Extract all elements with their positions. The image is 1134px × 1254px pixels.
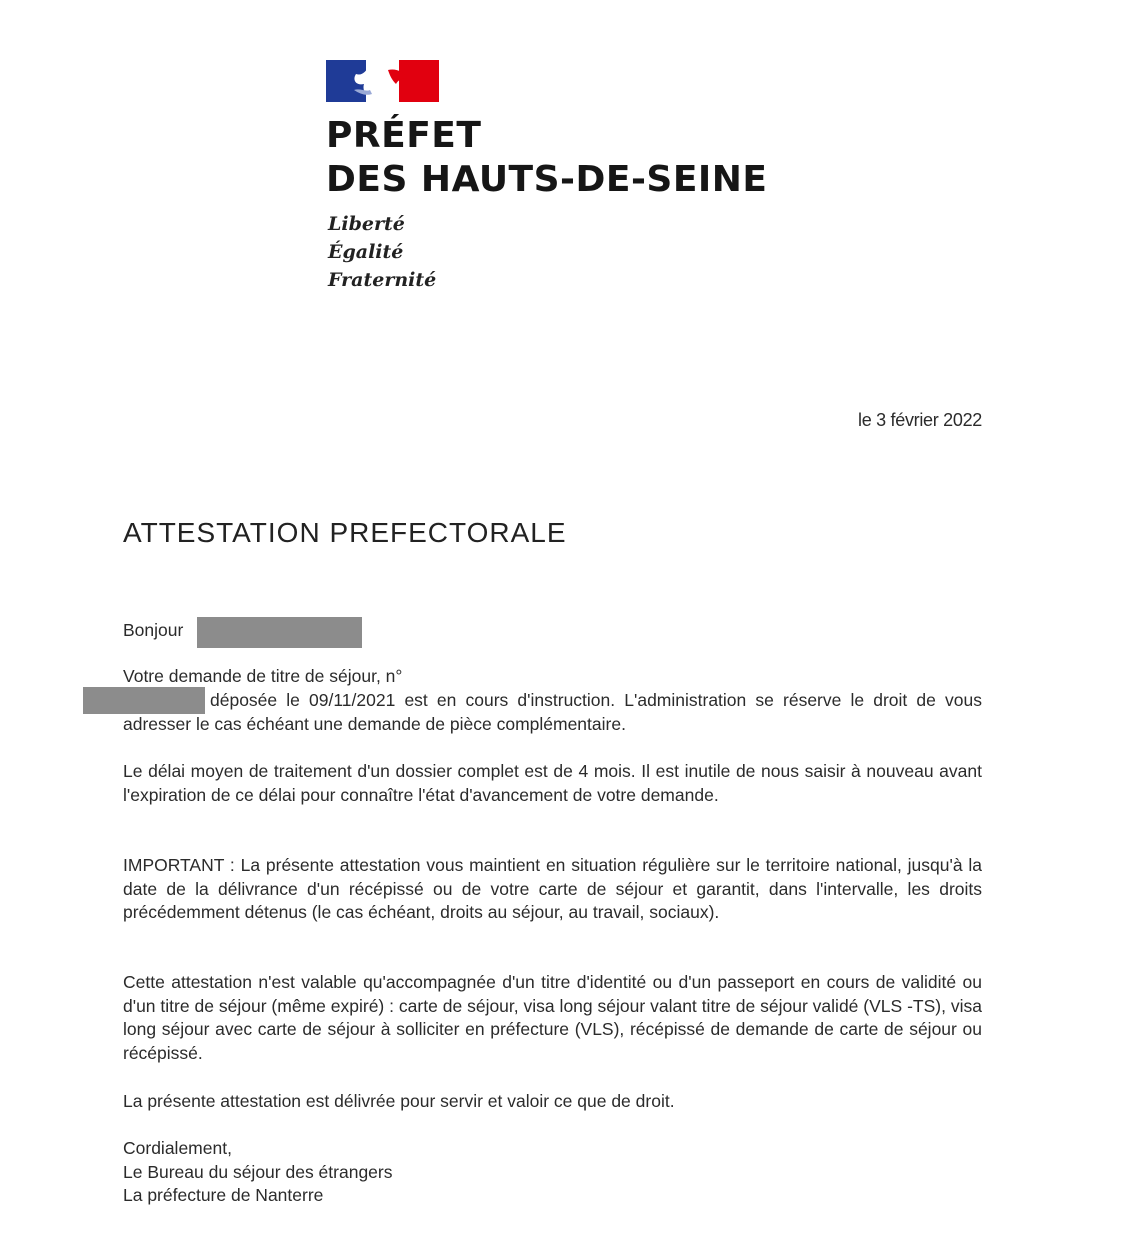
- republic-motto: [328, 210, 436, 294]
- important-paragraph: IMPORTANT : La présente attestation vous maintient en situation régulière sur le territoire national, jusqu'à la date de la délivrance d'un récépissé ou de votre carte de séjour et garantit, dans l'intervalle, les droits précédemment détenus (le cas échéant, droits au séjour, au travail, sociaux).: [123, 855, 982, 922]
- demande-paragraph-line1: Votre demande de titre de séjour, n°: [123, 666, 403, 686]
- motto-egalite: Égalité: [328, 241, 404, 263]
- signature-bureau: Le Bureau du séjour des étrangers: [123, 1161, 393, 1182]
- motto-fraternite: Fraternité: [328, 269, 437, 291]
- prefet-title: [326, 114, 768, 202]
- prefet-title-line1: PRÉFET: [326, 115, 482, 156]
- signature-block: [123, 1137, 982, 1208]
- validity-paragraph: Cette attestation n'est valable qu'accompagnée d'un titre d'identité ou d'un passeport en cours de validité ou d'un titre de séjour (même expiré) : carte de séjour, visa long séjour valant titre de séjour validé (VLS -TS), visa long séjour avec carte de séjour à solliciter en préfecture (VLS), récépissé de demande de carte de séjour ou récépissé.: [123, 972, 982, 1063]
- signature-prefecture: La préfecture de Nanterre: [123, 1185, 324, 1205]
- delivery-paragraph: La présente attestation est délivrée pour servir et valoir ce que de droit.: [123, 1091, 675, 1111]
- prefet-title-line2: DES HAUTS-DE-SEINE: [326, 159, 768, 200]
- letter-date: le 3 février 2022: [858, 410, 982, 430]
- redacted-name: [197, 617, 362, 648]
- document-title: ATTESTATION PREFECTORALE: [123, 517, 567, 548]
- signature-closing: Cordialement,: [123, 1138, 232, 1158]
- marianne-logo: [326, 60, 439, 102]
- demande-paragraph: déposée le 09/11/2021 est en cours d'instruction. L'administration se réserve le droit de vous adresser le cas échéant une demande de pièce complémentaire.: [123, 690, 982, 734]
- greeting: Bonjour: [123, 620, 184, 640]
- delai-paragraph: Le délai moyen de traitement d'un dossier complet est de 4 mois. Il est inutile de nous saisir à nouveau avant l'expiration de ce délai pour connaître l'état d'avancement de votre demande.: [123, 761, 982, 805]
- motto-liberte: Liberté: [328, 213, 405, 235]
